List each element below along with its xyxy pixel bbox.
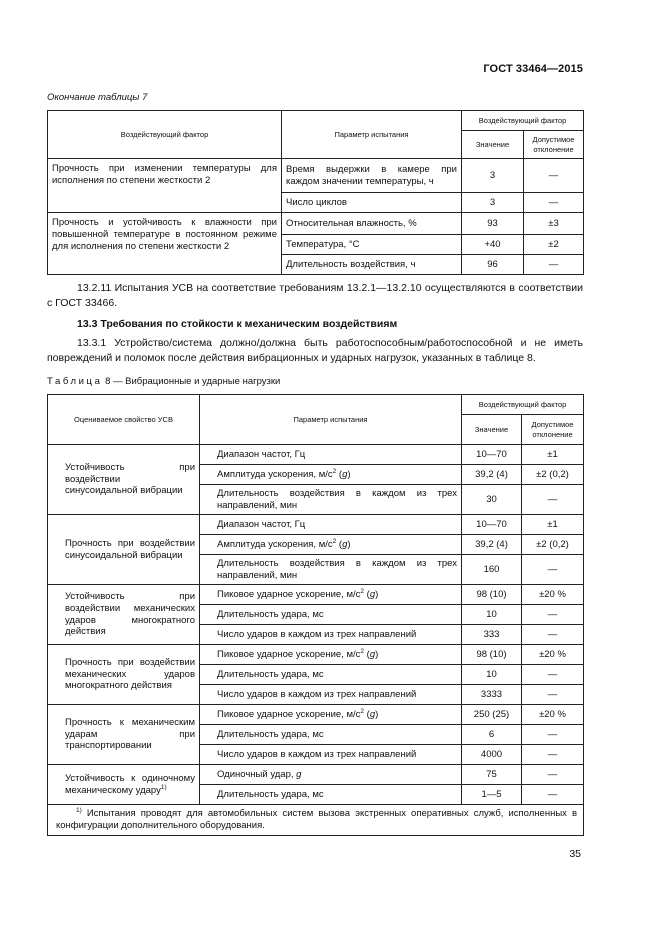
table8-header-tolerance: Допустимое отклонение — [522, 415, 584, 445]
table8-tolerance-cell: — — [522, 605, 584, 625]
table7-header-param: Параметр испытания — [282, 111, 462, 159]
table8-value-cell: 98 (10) — [462, 585, 522, 605]
table8-param-cell: Длительность удара, мс — [200, 725, 462, 745]
paragraph-13-2-11: 13.2.11 Испытания УСВ на соответствие требованиям 13.2.1—13.2.10 осуществляются в соответствии с ГОСТ 33466. — [47, 282, 583, 309]
table8-tolerance-cell: ±1 — [522, 445, 584, 465]
table8-value-cell: 160 — [462, 555, 522, 585]
table8-param-cell: Длительность удара, мс — [200, 605, 462, 625]
table8-param-cell: Диапазон частот, Гц — [200, 445, 462, 465]
table7-factor-cell: Прочность и устойчивость к влажности при повышенной температуре в постоянном режиме для исполнения по степени жесткости 2 — [48, 213, 282, 275]
table8-param-cell: Длительность воздействия в каждом из трех направлений, мин — [200, 485, 462, 515]
table8-value-cell: 39,2 (4) — [462, 465, 522, 485]
table8-header-group: Воздействующий фактор — [462, 395, 584, 415]
table8-property-cell: Устойчивость при воздействии механических ударов многократного действия — [48, 585, 200, 645]
table8-property-cell: Устойчивость при воздействии синусоидальной вибрации — [48, 445, 200, 515]
table8-param-cell: Амплитуда ускорения, $м/с^2$ (g) — [200, 535, 462, 555]
table7-tolerance-cell: ±2 — [524, 235, 584, 255]
table7-tolerance-cell: — — [524, 255, 584, 275]
table8-value-cell: 4000 — [462, 745, 522, 765]
table7-param-cell: Число циклов — [282, 193, 462, 213]
table8-value-cell: 3333 — [462, 685, 522, 705]
table-footnote-row — [48, 805, 584, 836]
table8-param-cell: Пиковое ударное ускорение, $м/с^2$ (g) — [200, 645, 462, 665]
table8-tolerance-cell: — — [522, 785, 584, 805]
table-row — [48, 159, 584, 193]
table8-value-cell: 75 — [462, 765, 522, 785]
paragraph-13-3-1: 13.3.1 Устройство/система должно/должна быть работоспособным/работоспособной и не иметь повреждений и поломок после действия вибрационных и ударных нагрузок, указанных в таблице 8. — [47, 337, 583, 364]
table8-tolerance-cell: — — [522, 685, 584, 705]
table8-header-property: Оцениваемое свойство УСВ — [48, 395, 200, 445]
table8-param-cell: Число ударов в каждом из трех направлений — [200, 685, 462, 705]
table8-property-cell: Прочность при воздействии механических ударов многократного действия — [48, 645, 200, 705]
section-heading-13-3: 13.3 Требования по стойкости к механическим воздействиям — [77, 318, 398, 330]
table8-footnote: $^{1)}$ Испытания проводят для автомобильных систем вызова экстренных оперативных служб, исполненных в конфигурации дополнительного оборудования. — [48, 805, 584, 836]
table8-value-cell: 10—70 — [462, 445, 522, 465]
table-row — [48, 765, 584, 785]
table-8 — [47, 394, 584, 836]
table8-param-cell: Амплитуда ускорения, $м/с^2$ (g) — [200, 465, 462, 485]
table8-param-cell: Пиковое ударное ускорение, $м/с^2$ (g) — [200, 585, 462, 605]
table8-value-cell: 6 — [462, 725, 522, 745]
table7-caption: Окончание таблицы 7 — [47, 92, 148, 103]
table8-tolerance-cell: ±1 — [522, 515, 584, 535]
table8-value-cell: 30 — [462, 485, 522, 515]
table-row — [48, 213, 584, 235]
table8-param-cell: Длительность удара, мс — [200, 665, 462, 685]
table8-value-cell: 10 — [462, 665, 522, 685]
table8-tolerance-cell: — — [522, 555, 584, 585]
table7-value-cell: +40 — [462, 235, 524, 255]
table8-caption: Таблица 8 — Вибрационные и ударные нагрузки — [47, 376, 281, 387]
table7-param-cell: Время выдержки в камере при каждом значении температуры, ч — [282, 159, 462, 193]
standard-designation: ГОСТ 33464—2015 — [483, 63, 583, 75]
table-row — [48, 705, 584, 725]
table8-property-cell: Устойчивость к одиночному механическому удару$^{1)}$ — [48, 765, 200, 805]
table7-param-cell: Длительность воздействия, ч — [282, 255, 462, 275]
table8-tolerance-cell: ±20 % — [522, 705, 584, 725]
table8-tolerance-cell: ±20 % — [522, 585, 584, 605]
table7-value-cell: 93 — [462, 213, 524, 235]
table8-param-cell: Пиковое ударное ускорение, $м/с^2$ (g) — [200, 705, 462, 725]
table8-param-cell: Число ударов в каждом из трех направлений — [200, 625, 462, 645]
table8-param-cell: Число ударов в каждом из трех направлений — [200, 745, 462, 765]
table7-header-tolerance: Допустимое отклонение — [524, 131, 584, 159]
page-number: 35 — [569, 848, 581, 860]
table8-param-cell: Длительность воздействия в каждом из трех направлений, мин — [200, 555, 462, 585]
table7-value-cell: 96 — [462, 255, 524, 275]
table7-header-value: Значение — [462, 131, 524, 159]
table-row — [48, 645, 584, 665]
table-row — [48, 515, 584, 535]
table8-value-cell: 39,2 (4) — [462, 535, 522, 555]
table7-value-cell: 3 — [462, 159, 524, 193]
table7-tolerance-cell: ±3 — [524, 213, 584, 235]
table8-header-param: Параметр испытания — [200, 395, 462, 445]
table8-tolerance-cell: — — [522, 765, 584, 785]
table7-tolerance-cell: — — [524, 193, 584, 213]
table8-param-cell: Длительность удара, мс — [200, 785, 462, 805]
table7-param-cell: Температура, °С — [282, 235, 462, 255]
table-7 — [47, 110, 584, 275]
table8-property-cell: Прочность к механическим ударам при транспортировании — [48, 705, 200, 765]
table8-param-cell: Одиночный удар, g — [200, 765, 462, 785]
table8-tolerance-cell: — — [522, 745, 584, 765]
table7-header-factor: Воздействующий фактор — [48, 111, 282, 159]
table8-param-cell: Диапазон частот, Гц — [200, 515, 462, 535]
table8-value-cell: 10—70 — [462, 515, 522, 535]
table8-tolerance-cell: ±2 (0,2) — [522, 535, 584, 555]
table8-tolerance-cell: ±20 % — [522, 645, 584, 665]
table8-tolerance-cell: — — [522, 625, 584, 645]
table8-value-cell: 333 — [462, 625, 522, 645]
table8-property-cell: Прочность при воздействии синусоидальной вибрации — [48, 515, 200, 585]
table8-value-cell: 1—5 — [462, 785, 522, 805]
table8-header-value: Значение — [462, 415, 522, 445]
table7-factor-cell: Прочность при изменении температуры для исполнения по степени жесткости 2 — [48, 159, 282, 213]
table8-tolerance-cell: ±2 (0,2) — [522, 465, 584, 485]
table7-value-cell: 3 — [462, 193, 524, 213]
table8-value-cell: 98 (10) — [462, 645, 522, 665]
table7-header-group: Воздействующий фактор — [462, 111, 584, 131]
table8-value-cell: 250 (25) — [462, 705, 522, 725]
table-row — [48, 585, 584, 605]
table7-tolerance-cell: — — [524, 159, 584, 193]
table8-tolerance-cell: — — [522, 485, 584, 515]
table-row — [48, 445, 584, 465]
table8-value-cell: 10 — [462, 605, 522, 625]
table7-param-cell: Относительная влажность, % — [282, 213, 462, 235]
table8-tolerance-cell: — — [522, 665, 584, 685]
table8-tolerance-cell: — — [522, 725, 584, 745]
